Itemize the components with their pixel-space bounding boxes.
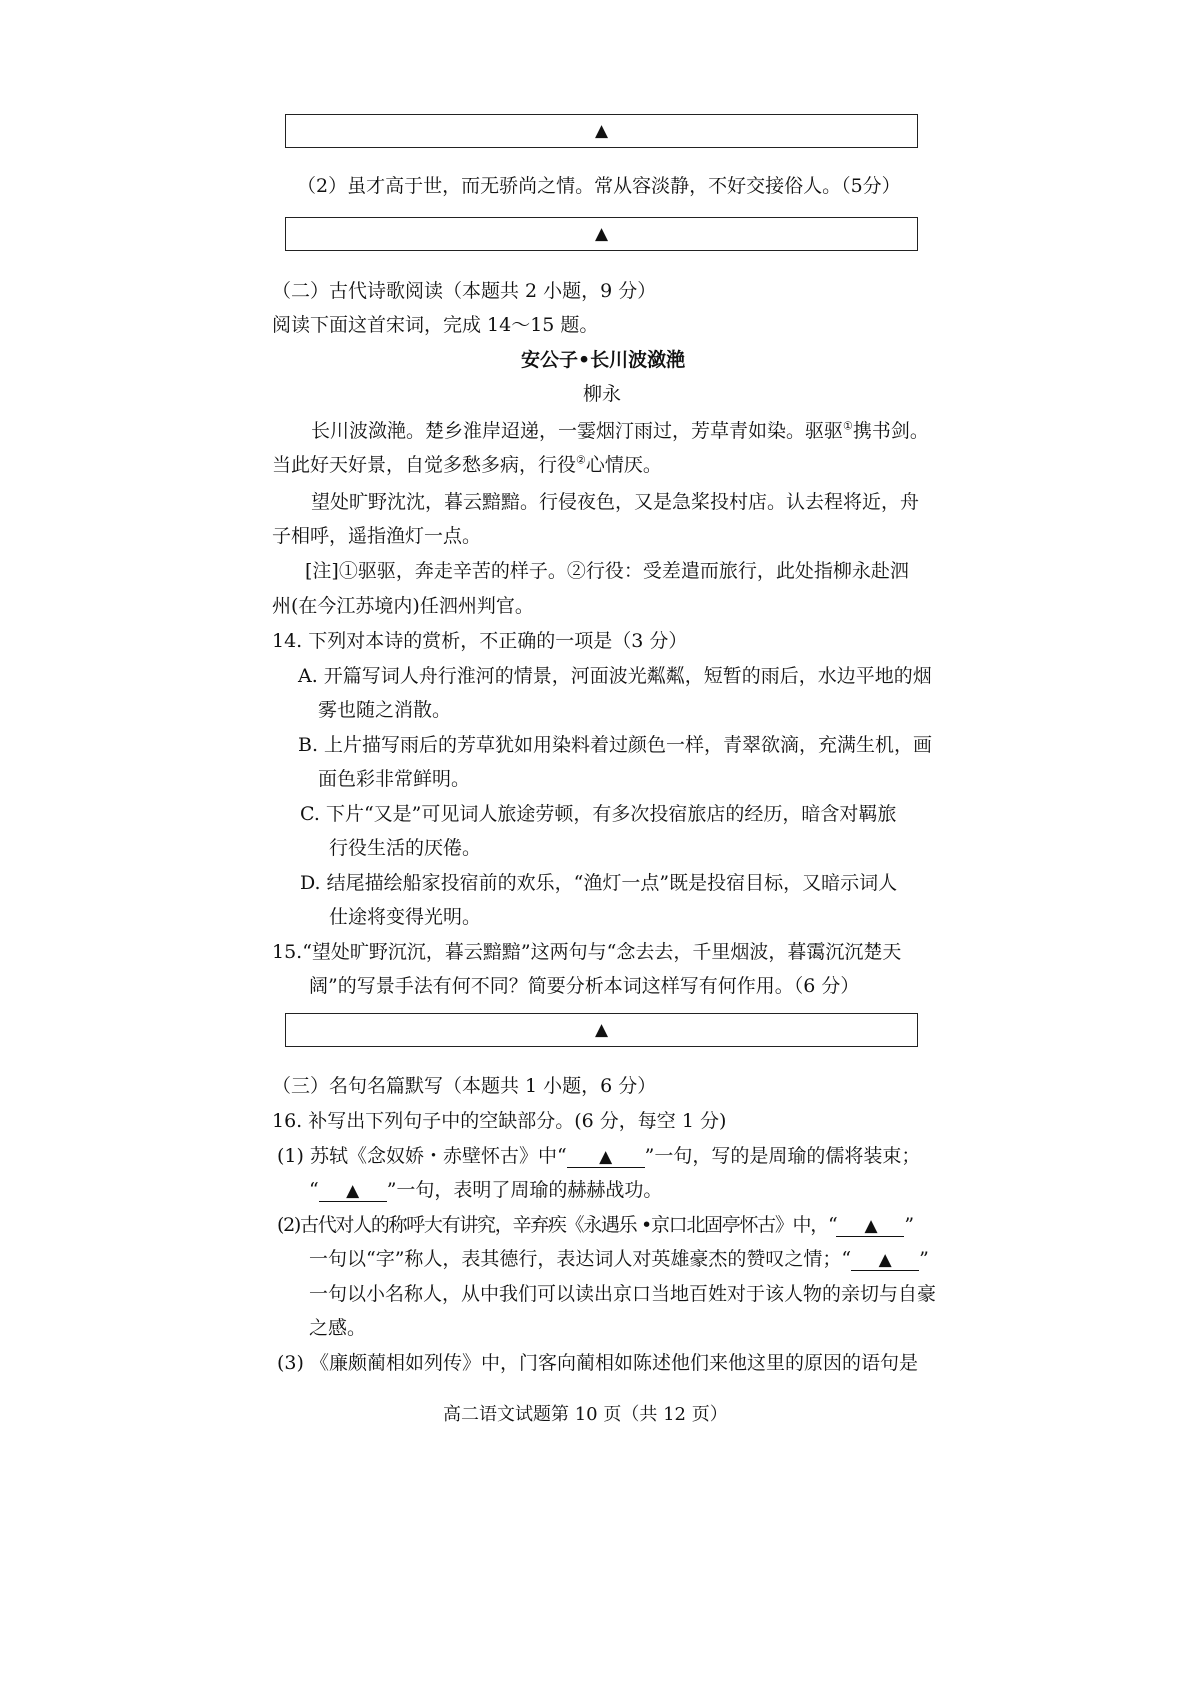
poem-stanza-1-line-2: 当此好天好景，自觉多愁多病，行役②心情厌。 — [272, 453, 662, 476]
fill-blank-1[interactable]: ▲ — [567, 1147, 645, 1168]
question-16-1-line-1: (1) 苏轼《念奴娇・赤壁怀古》中“ ▲ ”一句，写的是周瑜的儒将装束； — [277, 1145, 921, 1167]
fill-blank-4[interactable]: ▲ — [851, 1250, 919, 1271]
poem-stanza-1-line-1: 长川波潋滟。楚乡淮岸迢递，一霎烟汀雨过，芳草青如染。驱驱①携书剑。 — [311, 419, 929, 442]
answer-box-13-2[interactable] — [285, 217, 918, 251]
option-b-line-1: B. 上片描写雨后的芳草犹如用染料着过颜色一样，青翠欲滴，充满生机，画 — [298, 734, 933, 756]
fill-blank-2[interactable]: ▲ — [319, 1181, 387, 1202]
footnote-marker-1: ① — [843, 419, 853, 433]
fill-blank-3[interactable]: ▲ — [836, 1216, 904, 1237]
poem-notes-line-1: [注]①驱驱，奔走辛苦的样子。②行役：受差遣而旅行，此处指柳永赴泗 — [305, 560, 909, 582]
answer-triangle-icon: ▲ — [594, 1020, 609, 1040]
poem-stanza-2-line-2: 子相呼，遥指渔灯一点。 — [272, 525, 482, 547]
question-15-line-2: 阔”的写景手法有何不同？简要分析本词这样写有何作用。（6 分） — [309, 975, 860, 997]
question-14-stem: 14. 下列对本诗的赏析，不正确的一项是（3 分） — [272, 630, 688, 652]
poem-notes-line-2: 州(在今江苏境内)任泗州判官。 — [272, 595, 534, 617]
option-b-line-2: 面色彩非常鲜明。 — [318, 768, 471, 790]
poem-author: 柳永 — [583, 383, 622, 405]
question-16-2-line-4: 之感。 — [309, 1317, 367, 1339]
question-16-1-line-2: “ ▲ ”一句，表明了周瑜的赫赫战功。 — [309, 1179, 663, 1201]
section-3-heading: （三）名句名篇默写（本题共 1 小题，6 分） — [272, 1075, 657, 1097]
option-a-line-2: 雾也随之消散。 — [318, 699, 452, 721]
answer-box-15[interactable] — [285, 1013, 918, 1047]
option-d-line-1: D. 结尾描绘船家投宿前的欢乐，“渔灯一点”既是投宿目标，又暗示词人 — [300, 872, 898, 894]
question-16-2-line-2: 一句以“字”称人，表其德行，表达词人对英雄豪杰的赞叹之情；“ ▲ ” — [309, 1248, 929, 1270]
question-16-3-line-1: (3) 《廉颇蔺相如列传》中，门客向蔺相如陈述他们来他这里的原因的语句是 — [277, 1352, 918, 1374]
option-c-line-2: 行役生活的厌倦。 — [329, 837, 482, 859]
question-16-stem: 16. 补写出下列句子中的空缺部分。(6 分，每空 1 分) — [272, 1110, 727, 1132]
question-16-2-line-3: 一句以小名称人，从中我们可以读出京口当地百姓对于该人物的亲切与自豪 — [309, 1283, 937, 1305]
option-d-line-2: 仕途将变得光明。 — [329, 906, 482, 928]
poem-title: 安公子•长川波潋滟 — [521, 349, 686, 371]
page-footer: 高二语文试题第 10 页（共 12 页） — [443, 1404, 728, 1425]
question-15-line-1: 15.“望处旷野沉沉，暮云黯黯”这两句与“念去去，千里烟波，暮霭沉沉楚天 — [272, 941, 902, 963]
poem-stanza-2-line-1: 望处旷野沈沈，暮云黯黯。行侵夜色，又是急桨投村店。认去程将近，舟 — [311, 491, 920, 513]
footnote-marker-2: ② — [576, 453, 586, 467]
answer-box-13-1[interactable] — [285, 114, 918, 148]
option-c-line-1: C. 下片“又是”可见词人旅途劳顿，有多次投宿旅店的经历，暗含对羁旅 — [300, 803, 897, 825]
answer-triangle-icon: ▲ — [594, 224, 609, 244]
section-2-instruction: 阅读下面这首宋词，完成 14～15 题。 — [272, 314, 599, 336]
section-2-heading: （二）古代诗歌阅读（本题共 2 小题，9 分） — [272, 280, 657, 302]
answer-triangle-icon: ▲ — [594, 121, 609, 141]
option-a-line-1: A. 开篇写词人舟行淮河的情景，河面波光粼粼，短暂的雨后，水边平地的烟 — [298, 665, 932, 687]
question-16-2-line-1: (2)古代对人的称呼大有讲究，辛弃疾《永遇乐 •京口北固亭怀古》中，“ ▲ ” — [277, 1214, 913, 1236]
question-13-2: （2）虽才高于世，而无骄尚之情。常从容淡静，不好交接俗人。（5分） — [297, 175, 901, 197]
